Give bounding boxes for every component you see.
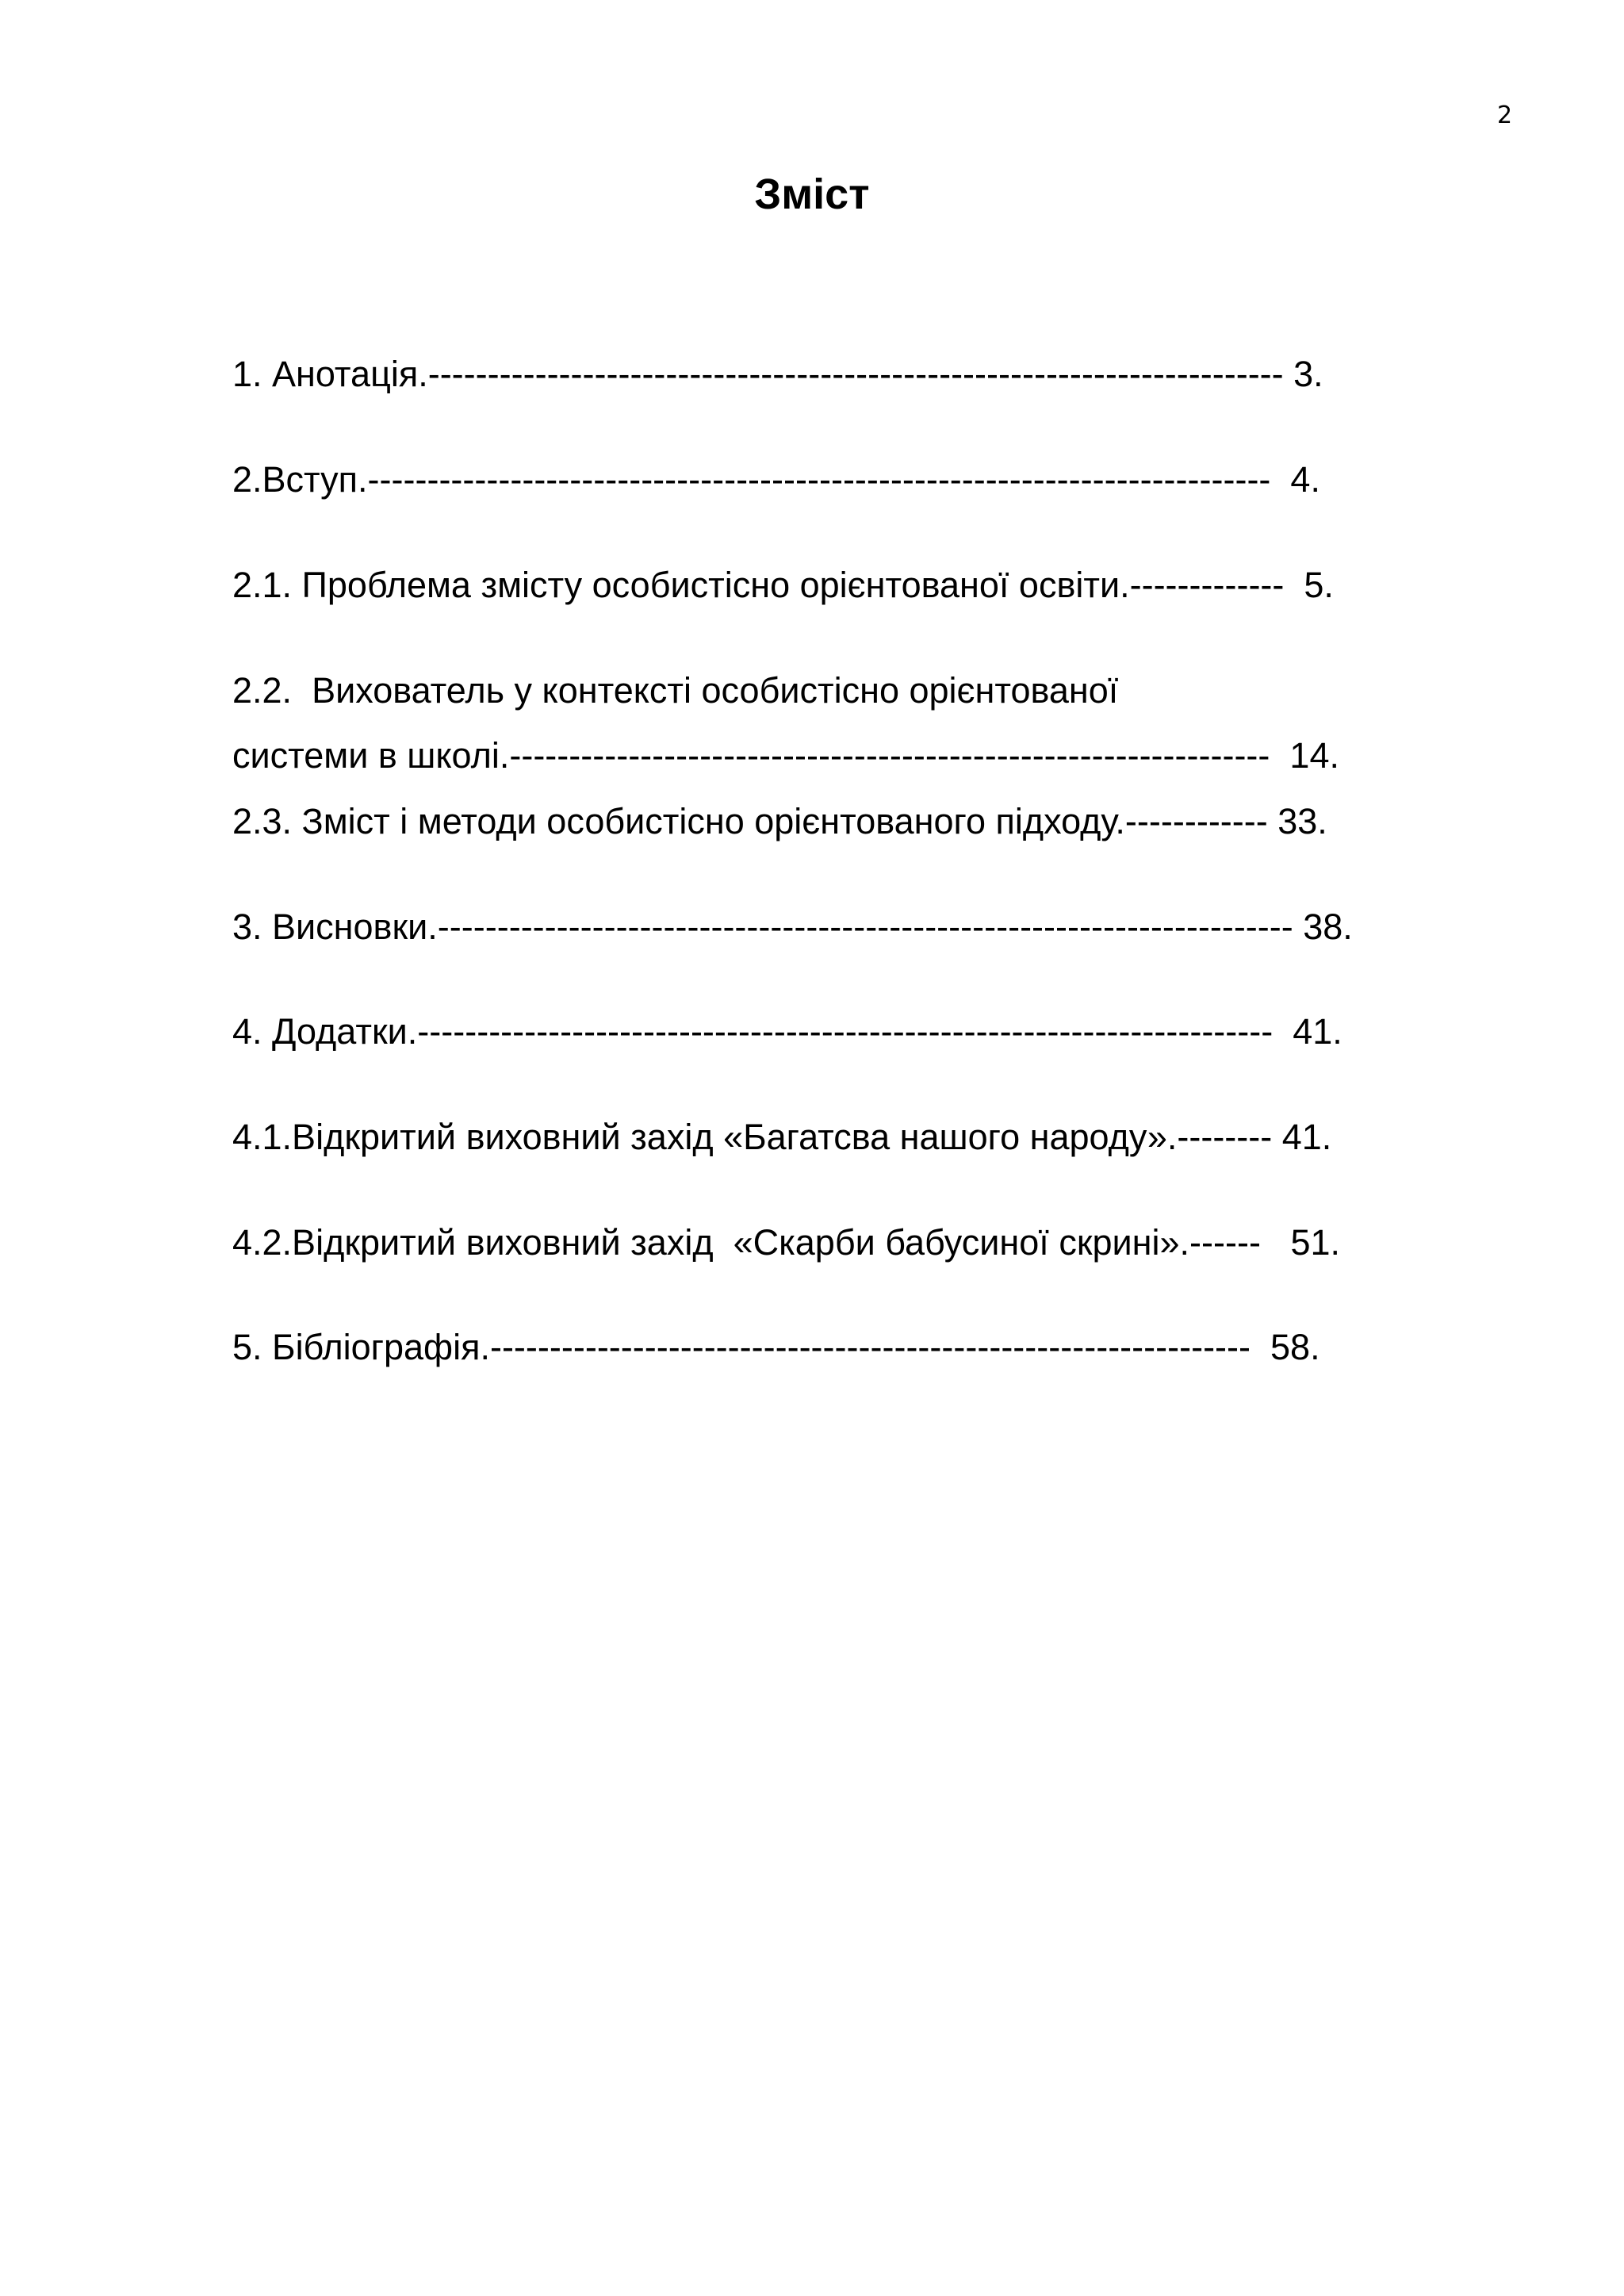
toc-entry-annotation: 1. Анотація.------------------------------------------------------------------------ 3. <box>232 354 1323 394</box>
toc-entry-4-1: 4.1.Відкритий виховний захід «Багатсва нашого народу».-------- 41. <box>232 1117 1332 1157</box>
toc-entry-introduction: 2.Вступ.---------------------------------------------------------------------------- 4. <box>232 459 1320 500</box>
toc-entry-appendices: 4. Додатки.------------------------------------------------------------------------ 41. <box>232 1011 1342 1052</box>
page-title: Зміст <box>754 171 870 218</box>
toc-entry-conclusions: 3. Висновки.------------------------------------------------------------------------ 38. <box>232 907 1353 947</box>
toc-entry-2-3: 2.3. Зміст і методи особистісно орієнтованого підходу.------------ 33. <box>232 801 1327 841</box>
toc-entry-2-1: 2.1. Проблема змісту особистісно орієнтованої освіти.------------- 5. <box>232 565 1334 605</box>
toc-entry-4-2: 4.2.Відкритий виховний захід «Скарби бабусиної скрині».------ 51. <box>232 1222 1341 1263</box>
toc-entry-2-2-line-2: системи в школі.---------------------------------------------------------------- 14. <box>232 735 1339 776</box>
page-number: 2 <box>1497 102 1513 129</box>
toc-entry-2-2-line-1: 2.2. Вихователь у контексті особистісно орієнтованої <box>232 670 1119 711</box>
toc-entry-bibliography: 5. Бібліографія.---------------------------------------------------------------- 58. <box>232 1327 1320 1367</box>
